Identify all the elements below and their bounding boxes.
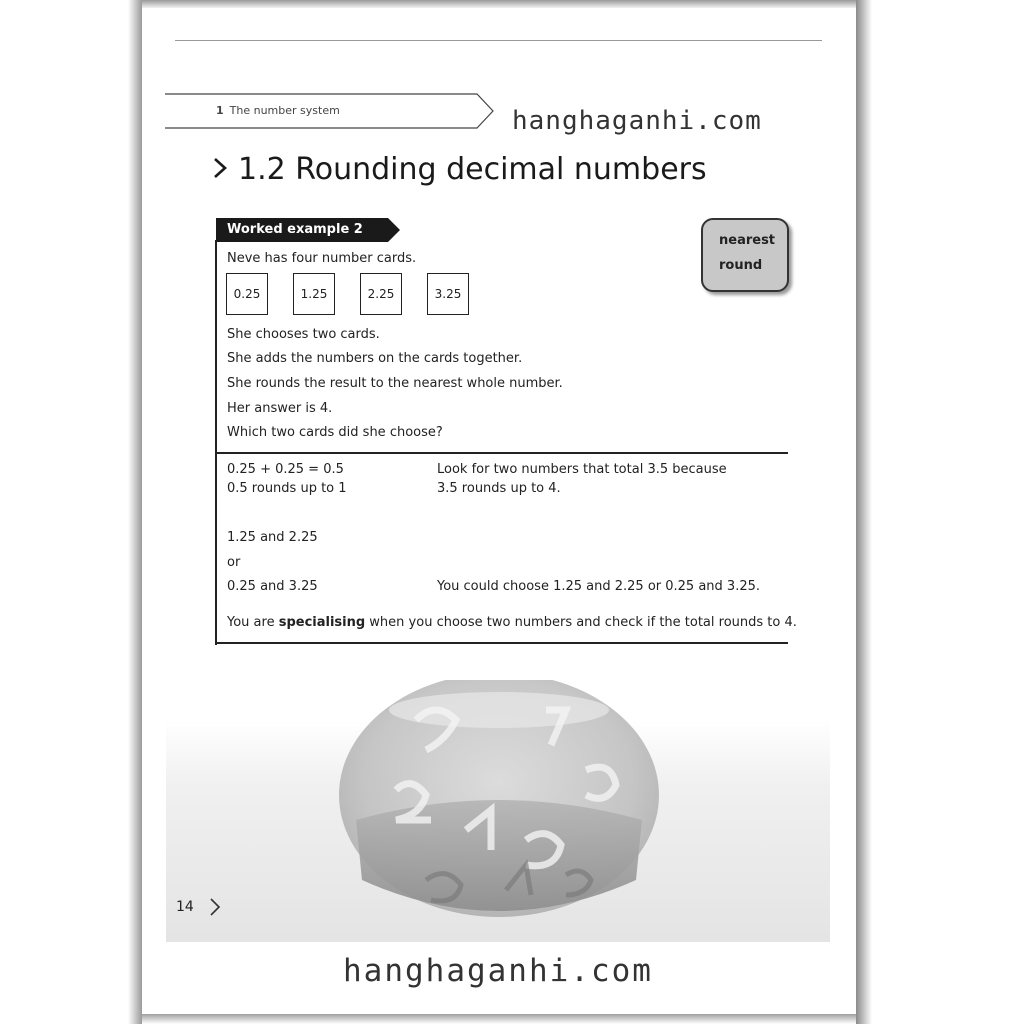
answer-2: 0.25 and 3.25 [227, 579, 318, 594]
note-suffix: when you choose two numbers and check if the total rounds to 4. [365, 615, 797, 630]
example-left-border [215, 240, 217, 645]
question-line: Her answer is 4. [227, 401, 333, 416]
answer-1: 1.25 and 2.25 [227, 530, 318, 545]
question-line: Which two cards did she choose? [227, 425, 443, 440]
solution-left-2: 0.5 rounds up to 1 [227, 481, 347, 496]
watermark-top: hanghaganhi.com [512, 106, 762, 136]
section-title-text: 1.2 Rounding decimal numbers [238, 152, 707, 187]
chapter-heading [216, 104, 340, 117]
chevron-right-icon [212, 156, 228, 180]
number-card: 1.25 [293, 273, 335, 315]
page-shadow-right [856, 0, 872, 1024]
solution-right-3: You could choose 1.25 and 2.25 or 0.25 and 3.25. [437, 579, 760, 594]
page-shadow-top [142, 0, 856, 8]
vocab-word-nearest: nearest [719, 233, 776, 248]
solution-right-2: 3.5 rounds up to 4. [437, 481, 561, 496]
question-line: She chooses two cards. [227, 327, 380, 342]
specialising-note [227, 615, 797, 630]
answer-or: or [227, 555, 241, 570]
question-line: She adds the numbers on the cards together. [227, 351, 523, 366]
solution-right-1: Look for two numbers that total 3.5 because [437, 462, 727, 477]
chevron-right-icon [208, 896, 222, 918]
example-bottom-rule [215, 642, 788, 644]
page-number: 14 [176, 899, 194, 915]
chapter-number: 1 [216, 104, 224, 117]
number-card: 2.25 [360, 273, 402, 315]
question-line: She rounds the result to the nearest whole number. [227, 376, 563, 391]
worked-example-label: Worked example 2 [227, 222, 363, 237]
page-shadow-bottom [142, 1014, 856, 1024]
number-bowl-photo [166, 680, 830, 942]
top-rule [175, 40, 822, 41]
vocab-word-round: round [719, 258, 763, 273]
solution-left-1: 0.25 + 0.25 = 0.5 [227, 462, 344, 477]
page-shadow-left [128, 0, 142, 1024]
number-card: 3.25 [427, 273, 469, 315]
note-prefix: You are [227, 615, 279, 630]
vocabulary-box [701, 218, 789, 292]
watermark-bottom: hanghaganhi.com [343, 953, 653, 989]
chapter-title: The number system [229, 104, 340, 117]
solution-divider [215, 452, 788, 454]
note-keyword: specialising [278, 615, 366, 630]
section-title [212, 152, 707, 187]
number-card: 0.25 [226, 273, 268, 315]
example-intro: Neve has four number cards. [227, 251, 417, 266]
